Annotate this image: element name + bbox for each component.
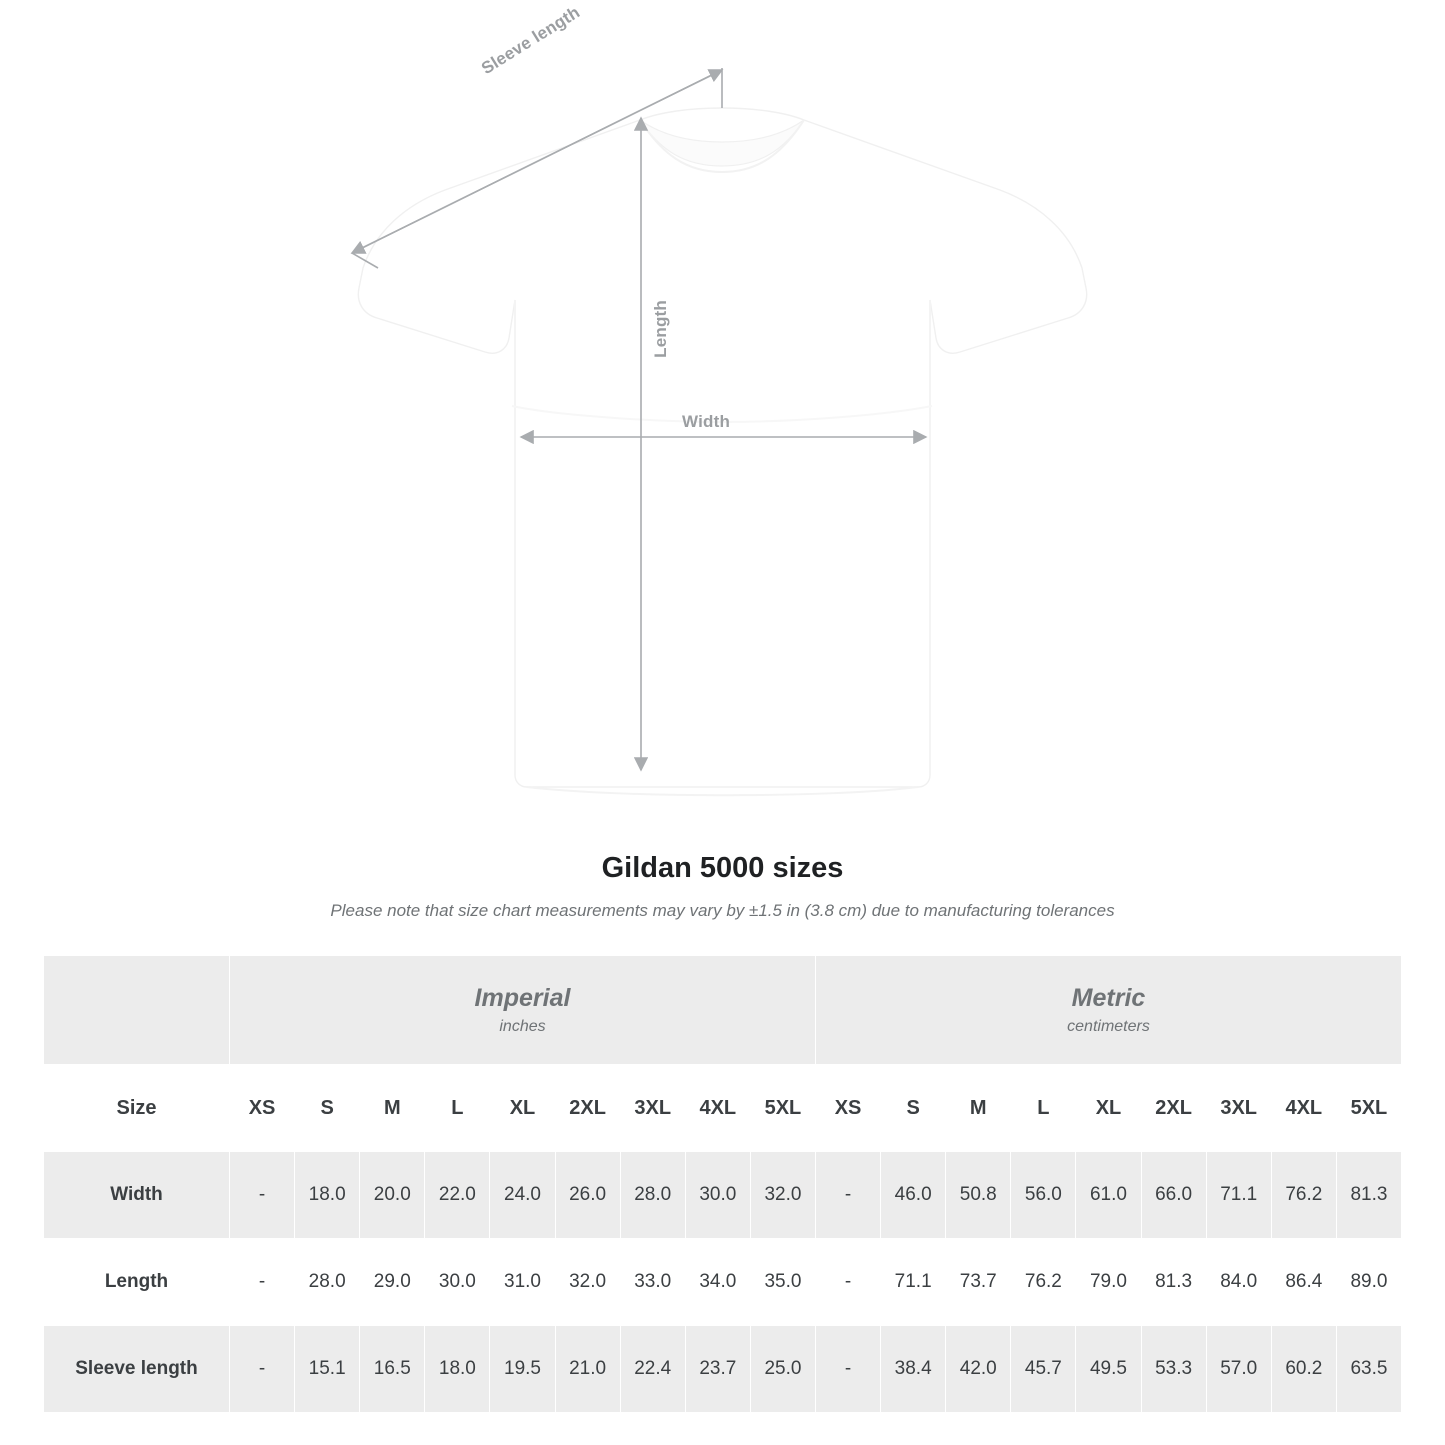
cell-length-imp-l: 30.0 xyxy=(425,1239,490,1326)
cell-sleeve-met-xs: - xyxy=(815,1326,880,1413)
cell-length-met-xl: 79.0 xyxy=(1076,1239,1141,1326)
table-row-sleeve-length xyxy=(44,1326,1402,1413)
title-block xyxy=(0,852,1445,921)
size-header-imp-xs: XS xyxy=(230,1065,295,1152)
tolerance-note: Please note that size chart measurements may vary by ±1.5 in (3.8 cm) due to manufacturing tolerances xyxy=(330,901,1115,920)
size-header-imp-5xl: 5XL xyxy=(750,1065,815,1152)
size-header-imp-3xl: 3XL xyxy=(620,1065,685,1152)
cell-sleeve-imp-5xl: 25.0 xyxy=(750,1326,815,1413)
system-unit-imperial: inches xyxy=(499,1018,546,1036)
cell-sleeve-met-3xl: 57.0 xyxy=(1206,1326,1271,1413)
cell-width-met-xl: 61.0 xyxy=(1076,1152,1141,1239)
cell-sleeve-met-xl: 49.5 xyxy=(1076,1326,1141,1413)
cell-width-imp-3xl: 28.0 xyxy=(620,1152,685,1239)
size-header-met-xs: XS xyxy=(815,1065,880,1152)
cell-sleeve-imp-xs: - xyxy=(230,1326,295,1413)
system-header-metric xyxy=(815,956,1401,1065)
cell-length-imp-xl: 31.0 xyxy=(490,1239,555,1326)
cell-length-imp-3xl: 33.0 xyxy=(620,1239,685,1326)
size-header-met-4xl: 4XL xyxy=(1271,1065,1336,1152)
cell-length-met-5xl: 89.0 xyxy=(1336,1239,1401,1326)
size-header-imp-s: S xyxy=(295,1065,360,1152)
cell-width-imp-s: 18.0 xyxy=(295,1152,360,1239)
size-header-imp-l: L xyxy=(425,1065,490,1152)
cell-sleeve-met-2xl: 53.3 xyxy=(1141,1326,1206,1413)
tshirt-shape xyxy=(358,108,1086,795)
system-unit-metric: centimeters xyxy=(1067,1018,1150,1036)
table-system-header-row xyxy=(44,956,1402,1065)
cell-length-met-l: 76.2 xyxy=(1011,1239,1076,1326)
cell-width-imp-4xl: 30.0 xyxy=(685,1152,750,1239)
row-label-width: Width xyxy=(44,1152,230,1239)
cell-sleeve-met-l: 45.7 xyxy=(1011,1326,1076,1413)
size-header-imp-4xl: 4XL xyxy=(685,1065,750,1152)
cell-width-met-s: 46.0 xyxy=(881,1152,946,1239)
system-name-metric: Metric xyxy=(1071,983,1146,1012)
cell-sleeve-imp-s: 15.1 xyxy=(295,1326,360,1413)
size-header-met-3xl: 3XL xyxy=(1206,1065,1271,1152)
cell-width-imp-xs: - xyxy=(230,1152,295,1239)
size-header-met-m: M xyxy=(946,1065,1011,1152)
table-row-width xyxy=(44,1152,1402,1239)
cell-length-met-xs: - xyxy=(815,1239,880,1326)
cell-sleeve-imp-3xl: 22.4 xyxy=(620,1326,685,1413)
cell-width-met-5xl: 81.3 xyxy=(1336,1152,1401,1239)
cell-width-imp-m: 20.0 xyxy=(360,1152,425,1239)
size-table-wrap xyxy=(43,955,1402,1413)
cell-length-met-s: 71.1 xyxy=(881,1239,946,1326)
cell-length-imp-2xl: 32.0 xyxy=(555,1239,620,1326)
row-label-length: Length xyxy=(44,1239,230,1326)
cell-sleeve-met-s: 38.4 xyxy=(881,1326,946,1413)
cell-length-met-m: 73.7 xyxy=(946,1239,1011,1326)
cell-width-met-l: 56.0 xyxy=(1011,1152,1076,1239)
cell-length-imp-4xl: 34.0 xyxy=(685,1239,750,1326)
cell-sleeve-imp-l: 18.0 xyxy=(425,1326,490,1413)
cell-length-met-4xl: 86.4 xyxy=(1271,1239,1336,1326)
cell-width-met-2xl: 66.0 xyxy=(1141,1152,1206,1239)
cell-sleeve-met-4xl: 60.2 xyxy=(1271,1326,1336,1413)
size-header-met-s: S xyxy=(881,1065,946,1152)
length-label: Length xyxy=(651,300,670,358)
cell-length-imp-m: 29.0 xyxy=(360,1239,425,1326)
cell-width-imp-xl: 24.0 xyxy=(490,1152,555,1239)
column-header-size: Size xyxy=(44,1065,230,1152)
cell-width-imp-5xl: 32.0 xyxy=(750,1152,815,1239)
size-header-met-5xl: 5XL xyxy=(1336,1065,1401,1152)
cell-length-imp-s: 28.0 xyxy=(295,1239,360,1326)
size-table xyxy=(43,955,1402,1413)
table-row-length xyxy=(44,1239,1402,1326)
cell-length-met-2xl: 81.3 xyxy=(1141,1239,1206,1326)
cell-width-met-xs: - xyxy=(815,1152,880,1239)
cell-sleeve-imp-m: 16.5 xyxy=(360,1326,425,1413)
cell-sleeve-imp-2xl: 21.0 xyxy=(555,1326,620,1413)
cell-width-imp-2xl: 26.0 xyxy=(555,1152,620,1239)
cell-sleeve-met-m: 42.0 xyxy=(946,1326,1011,1413)
size-header-imp-2xl: 2XL xyxy=(555,1065,620,1152)
system-header-imperial xyxy=(230,956,816,1065)
cell-length-imp-xs: - xyxy=(230,1239,295,1326)
cell-length-imp-5xl: 35.0 xyxy=(750,1239,815,1326)
cell-width-met-3xl: 71.1 xyxy=(1206,1152,1271,1239)
size-header-imp-xl: XL xyxy=(490,1065,555,1152)
cell-width-imp-l: 22.0 xyxy=(425,1152,490,1239)
cell-sleeve-imp-4xl: 23.7 xyxy=(685,1326,750,1413)
size-header-met-2xl: 2XL xyxy=(1141,1065,1206,1152)
cell-width-met-m: 50.8 xyxy=(946,1152,1011,1239)
size-header-met-l: L xyxy=(1011,1065,1076,1152)
table-size-header-row xyxy=(44,1065,1402,1152)
cell-sleeve-met-5xl: 63.5 xyxy=(1336,1326,1401,1413)
cell-length-met-3xl: 84.0 xyxy=(1206,1239,1271,1326)
size-header-imp-m: M xyxy=(360,1065,425,1152)
width-label: Width xyxy=(682,412,731,431)
system-name-imperial: Imperial xyxy=(474,983,571,1012)
system-header-spacer xyxy=(44,956,230,1065)
row-label-sleeve-length: Sleeve length xyxy=(44,1326,230,1413)
cell-sleeve-imp-xl: 19.5 xyxy=(490,1326,555,1413)
sleeve-length-label: Sleeve length xyxy=(478,2,584,79)
page-title: Gildan 5000 sizes xyxy=(601,852,844,884)
size-header-met-xl: XL xyxy=(1076,1065,1141,1152)
cell-width-met-4xl: 76.2 xyxy=(1271,1152,1336,1239)
